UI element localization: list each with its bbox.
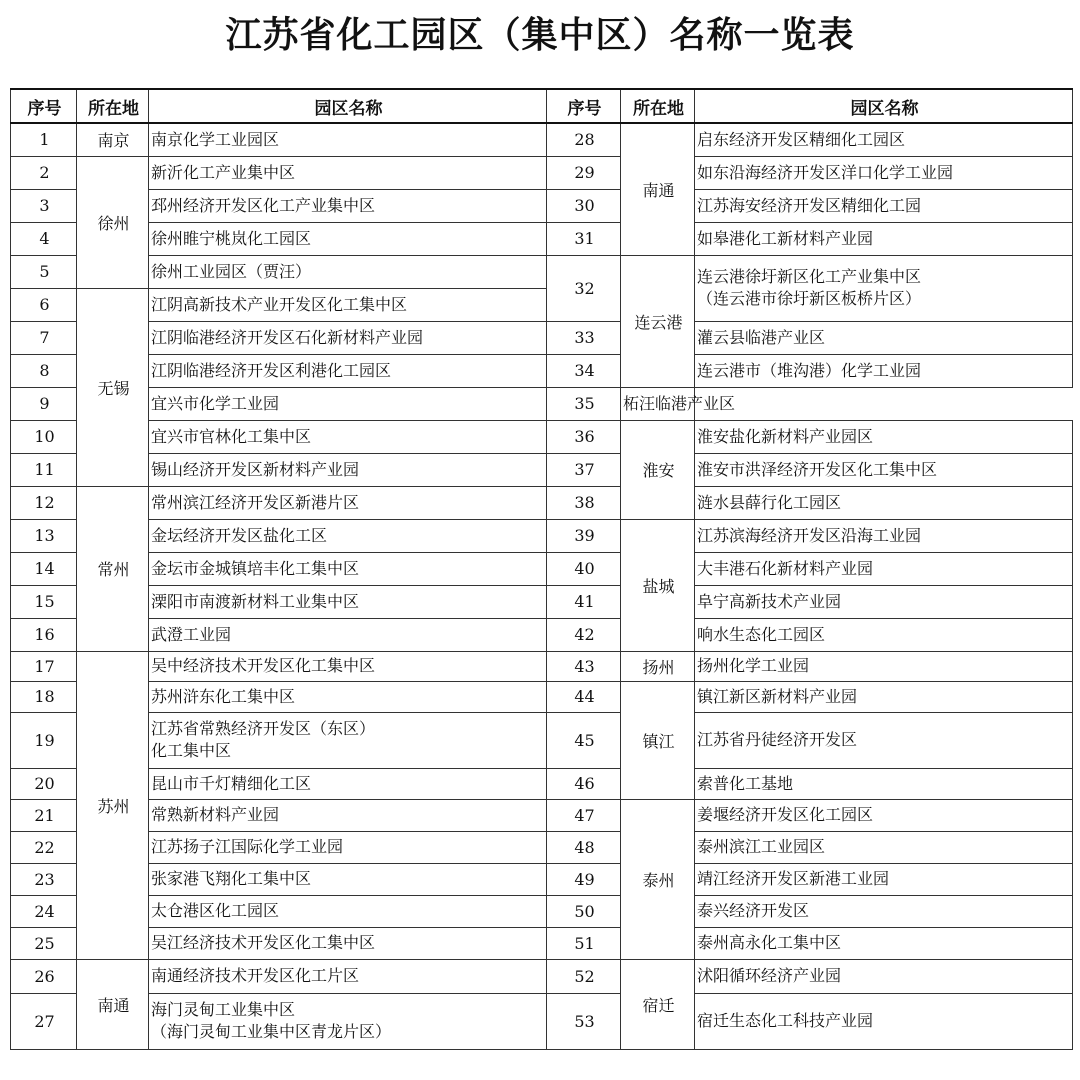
location-cell: 徐州: [77, 156, 149, 288]
location-cell: 南京: [77, 123, 149, 156]
row-no: 38: [547, 486, 621, 519]
location-cell: 镇江: [621, 681, 695, 799]
park-name: 苏州浒东化工集中区: [149, 681, 547, 712]
row-no: 48: [547, 831, 621, 863]
page-title: 江苏省化工园区（集中区）名称一览表: [225, 15, 855, 56]
header-location-right: 所在地: [621, 89, 695, 123]
row-no: 40: [547, 552, 621, 585]
park-name: 涟水县薛行化工园区: [695, 486, 1073, 519]
park-name: 响水生态化工园区: [695, 618, 1073, 651]
row-no: 26: [11, 959, 77, 993]
row-no: 14: [11, 552, 77, 585]
row-no: 32: [547, 255, 621, 321]
table-row: [11, 993, 1073, 1049]
table-row: [11, 321, 1073, 354]
park-name: 张家港飞翔化工集中区: [149, 863, 547, 895]
park-name: 靖江经济开发区新港工业园: [695, 863, 1073, 895]
row-no: 16: [11, 618, 77, 651]
row-no: 51: [547, 927, 621, 959]
park-name: 江苏省丹徒经济开发区: [695, 712, 1073, 768]
table-row: [11, 927, 1073, 959]
park-name: 沭阳循环经济产业园: [695, 959, 1073, 993]
row-no: 41: [547, 585, 621, 618]
row-no: 30: [547, 189, 621, 222]
row-no: 53: [547, 993, 621, 1049]
park-name: 吴江经济技术开发区化工集中区: [149, 927, 547, 959]
row-no: 23: [11, 863, 77, 895]
table-row: [11, 895, 1073, 927]
park-name: [149, 712, 547, 768]
park-name: 江苏扬子江国际化学工业园: [149, 831, 547, 863]
park-name: 吴中经济技术开发区化工集中区: [149, 651, 547, 681]
row-no: 28: [547, 123, 621, 156]
park-name: 金坛经济开发区盐化工区: [149, 519, 547, 552]
row-no: 10: [11, 420, 77, 453]
header-name-right: 园区名称: [695, 89, 1073, 123]
row-no: 34: [547, 354, 621, 387]
park-name: 武澄工业园: [149, 618, 547, 651]
row-no: 21: [11, 799, 77, 831]
table-row: [11, 863, 1073, 895]
location-cell: 淮安: [621, 420, 695, 519]
park-name: 如皋港化工新材料产业园: [695, 222, 1073, 255]
row-no: 20: [11, 768, 77, 799]
park-name: 灌云县临港产业区: [695, 321, 1073, 354]
row-no: 50: [547, 895, 621, 927]
row-no: 9: [11, 387, 77, 420]
park-name: 常熟新材料产业园: [149, 799, 547, 831]
row-no: 47: [547, 799, 621, 831]
location-cell: 苏州: [77, 651, 149, 959]
park-name: [695, 255, 1073, 321]
row-no: 5: [11, 255, 77, 288]
park-name: 泰州高永化工集中区: [695, 927, 1073, 959]
park-name: 南京化学工业园区: [149, 123, 547, 156]
park-name: 泰州滨江工业园区: [695, 831, 1073, 863]
header-no: 序号: [11, 89, 77, 123]
park-name: 新沂化工产业集中区: [149, 156, 547, 189]
table-row: [11, 618, 1073, 651]
row-no: 45: [547, 712, 621, 768]
table-row: [11, 387, 1073, 420]
park-name-line: 海门灵甸工业集中区: [151, 1000, 296, 1019]
park-name: 扬州化学工业园: [695, 651, 1073, 681]
row-no: 4: [11, 222, 77, 255]
park-name: 徐州工业园区（贾汪）: [149, 255, 547, 288]
park-name: 启东经济开发区精细化工园区: [695, 123, 1073, 156]
row-no: 37: [547, 453, 621, 486]
park-name: 阜宁高新技术产业园: [695, 585, 1073, 618]
row-no: 17: [11, 651, 77, 681]
location-cell: 扬州: [621, 651, 695, 681]
row-no: 15: [11, 585, 77, 618]
table-row: [11, 222, 1073, 255]
row-no: 39: [547, 519, 621, 552]
row-no: 24: [11, 895, 77, 927]
park-name: 镇江新区新材料产业园: [695, 681, 1073, 712]
park-name-line: 连云港徐圩新区化工产业集中区: [697, 267, 922, 286]
park-name: 常州滨江经济开发区新港片区: [149, 486, 547, 519]
row-no: 13: [11, 519, 77, 552]
table-row: [11, 959, 1073, 993]
table-row: [11, 453, 1073, 486]
header-name: 园区名称: [149, 89, 547, 123]
row-no: 18: [11, 681, 77, 712]
park-name: 江阴高新技术产业开发区化工集中区: [149, 288, 547, 321]
park-name: 南通经济技术开发区化工片区: [149, 959, 547, 993]
header-location: 所在地: [77, 89, 149, 123]
park-name: 如东沿海经济开发区洋口化学工业园: [695, 156, 1073, 189]
row-no: 7: [11, 321, 77, 354]
row-no: 35: [547, 387, 621, 420]
parks-table: [10, 88, 1073, 1050]
park-name: 宿迁生态化工科技产业园: [695, 993, 1073, 1049]
row-no: 1: [11, 123, 77, 156]
table-row: [11, 799, 1073, 831]
table-row: [11, 486, 1073, 519]
row-no: 11: [11, 453, 77, 486]
header-no-right: 序号: [547, 89, 621, 123]
row-no: 27: [11, 993, 77, 1049]
park-name: 大丰港石化新材料产业园: [695, 552, 1073, 585]
park-name-line: （连云港市徐圩新区板桥片区）: [697, 289, 922, 308]
park-name: 金坛市金城镇培丰化工集中区: [149, 552, 547, 585]
row-no: 6: [11, 288, 77, 321]
row-no: 3: [11, 189, 77, 222]
park-name: 溧阳市南渡新材料工业集中区: [149, 585, 547, 618]
row-no: 43: [547, 651, 621, 681]
row-no: 44: [547, 681, 621, 712]
row-no: 22: [11, 831, 77, 863]
park-name: 锡山经济开发区新材料产业园: [149, 453, 547, 486]
park-name: 宜兴市化学工业园: [149, 387, 547, 420]
park-name-line: （海门灵甸工业集中区青龙片区）: [151, 1022, 392, 1041]
park-name: 邳州经济开发区化工产业集中区: [149, 189, 547, 222]
park-name: 昆山市千灯精细化工区: [149, 768, 547, 799]
park-name-line: 化工集中区: [151, 741, 232, 760]
park-name: 宜兴市官林化工集中区: [149, 420, 547, 453]
row-no: 33: [547, 321, 621, 354]
row-no: 31: [547, 222, 621, 255]
location-cell: 南通: [621, 123, 695, 255]
row-no: 42: [547, 618, 621, 651]
table-row: [11, 189, 1073, 222]
park-name: [149, 993, 547, 1049]
table-row: [11, 156, 1073, 189]
row-no: 25: [11, 927, 77, 959]
park-name: 江苏海安经济开发区精细化工园: [695, 189, 1073, 222]
park-name: 连云港市（堆沟港）化学工业园: [695, 354, 1073, 387]
park-name: 太仓港区化工园区: [149, 895, 547, 927]
row-no: 49: [547, 863, 621, 895]
park-name: 泰兴经济开发区: [695, 895, 1073, 927]
location-cell: 宿迁: [621, 959, 695, 1049]
location-cell: 无锡: [77, 288, 149, 486]
table-row: [11, 681, 1073, 712]
table-row: [11, 585, 1073, 618]
row-no: 8: [11, 354, 77, 387]
table-row: [11, 831, 1073, 863]
row-no: 19: [11, 712, 77, 768]
row-no: 46: [547, 768, 621, 799]
park-name: 姜堰经济开发区化工园区: [695, 799, 1073, 831]
row-no: 52: [547, 959, 621, 993]
park-name: 江阴临港经济开发区石化新材料产业园: [149, 321, 547, 354]
table-row: [11, 552, 1073, 585]
table-row: [11, 354, 1073, 387]
row-no: 2: [11, 156, 77, 189]
row-no: 36: [547, 420, 621, 453]
table-row: [11, 123, 1073, 156]
table-row: [11, 768, 1073, 799]
table-row: [11, 651, 1073, 681]
park-name: 柘汪临港产业区: [621, 387, 695, 420]
table-row: [11, 255, 1073, 288]
park-name-line: 江苏省常熟经济开发区（东区）: [151, 719, 376, 738]
park-name: 徐州睢宁桃岚化工园区: [149, 222, 547, 255]
row-no: 12: [11, 486, 77, 519]
park-name: 江阴临港经济开发区利港化工园区: [149, 354, 547, 387]
park-name: 江苏滨海经济开发区沿海工业园: [695, 519, 1073, 552]
park-name: 淮安盐化新材料产业园区: [695, 420, 1073, 453]
park-name: 索普化工基地: [695, 768, 1073, 799]
table-row: [11, 519, 1073, 552]
header-row: [11, 89, 1073, 123]
table-row: [11, 420, 1073, 453]
park-name: 淮安市洪泽经济开发区化工集中区: [695, 453, 1073, 486]
table-row: [11, 712, 1073, 768]
row-no: 29: [547, 156, 621, 189]
location-cell: 盐城: [621, 519, 695, 651]
location-cell: 南通: [77, 959, 149, 1049]
location-cell: 常州: [77, 486, 149, 651]
location-cell: 泰州: [621, 799, 695, 959]
location-cell: 连云港: [621, 255, 695, 387]
